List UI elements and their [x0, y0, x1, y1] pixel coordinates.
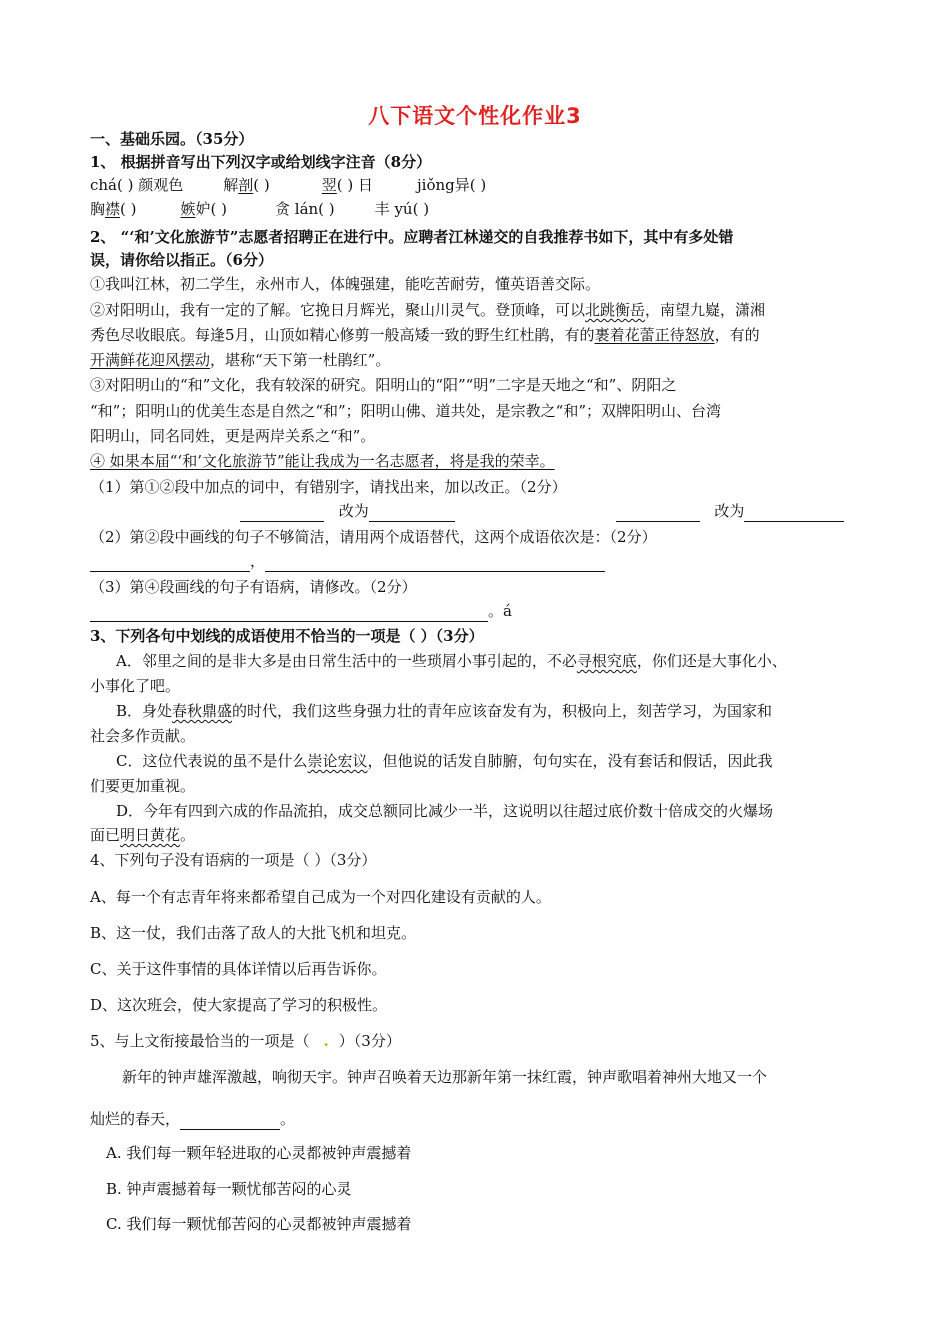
q1-row2: 胸襟( ) 嫉妒( ) 贪 lán( ) 丰 yú( )	[90, 200, 430, 218]
answer-blank[interactable]	[744, 505, 844, 522]
q2-paragraph-2b: 秀色尽收眼底。每逢5月，山顶如精心修剪一般高矮一致的野生红杜鹃，有的裹着花蕾正待怒放，有的	[90, 326, 760, 344]
q2-heading-line2: 误，请你给以指正。（6分）	[90, 251, 273, 269]
q3-option-b-cont: 社会多作贡献。	[90, 727, 196, 745]
q2-sub2: （2）第②段中画线的句子不够简洁，请用两个成语替代，这两个成语依次是：（2分）	[90, 528, 657, 546]
q4-option-d: D、这次班会，使大家提高了学习的积极性。	[90, 996, 388, 1014]
q4-option-a: A、每一个有志青年将来都希望自己成为一个对四化建设有贡献的人。	[90, 888, 551, 906]
q5-heading: 5、与上文衔接最恰当的一项是（ . ）（3分）	[90, 1032, 401, 1050]
answer-blank[interactable]	[90, 555, 250, 572]
answer-blank[interactable]	[265, 555, 605, 572]
answer-blank[interactable]	[180, 1113, 280, 1130]
q3-option-c: C．这位代表说的虽不是什么崇论宏议，但他说的话发自肺腑，句句实在，没有套话和假话，因此我	[116, 752, 773, 770]
q5-passage-line2: 灿烂的春天， 。	[90, 1110, 296, 1128]
q2-paragraph-3b: “和”；阳明山的优美生态是自然之“和”；阳明山佛、道共处，是宗教之“和”；双牌阳明山、台湾	[90, 402, 722, 420]
q5-passage-line1: 新年的钟声雄浑激越，响彻天宇。钟声召唤着天边那新年第一抹红霞，钟声歌唱着神州大地又一个	[122, 1068, 768, 1086]
page-title: 八下语文个性化作业3	[368, 104, 582, 128]
q2-paragraph-3c: 阳明山，同名同姓，更是两岸关系之“和”。	[90, 427, 376, 445]
q3-option-d: D．今年有四到六成的作品流拍，成交总额同比减少一半，这说明以往超过底价数十倍成交的火爆场	[116, 802, 774, 820]
q1-heading: 1、 根据拼音写出下列汉字或给划线字注音（8分）	[90, 153, 432, 171]
q3-option-c-cont: 们要更加重视。	[90, 777, 196, 795]
q3-option-d-cont: 面已明日黄花。	[90, 826, 196, 844]
q2-sub3-answer-row: 。á	[90, 600, 512, 622]
answer-blank[interactable]	[240, 505, 324, 522]
section-heading: 一、基础乐园。（35分）	[90, 130, 254, 148]
q2-paragraph-2a: ②对阳明山，我有一定的了解。它挽日月辉光，聚山川灵气。登顶峰，可以北跳衡岳，南望九嶷，潇湘	[90, 301, 766, 319]
q5-option-c: C. 我们每一颗忧郁苦闷的心灵都被钟声震撼着	[106, 1215, 412, 1233]
q5-option-a: A. 我们每一颗年轻进取的心灵都被钟声震撼着	[106, 1144, 412, 1162]
q2-paragraph-1: ①我叫江林，初二学生，永州市人，体魄强建，能吃苦耐劳，懂英语善交际。	[90, 275, 601, 293]
q2-paragraph-4: ④ 如果本届“‘和’文化旅游节”能让我成为一名志愿者，将是我的荣幸。	[90, 452, 555, 470]
q4-option-b: B、这一仗，我们击落了敌人的大批飞机和坦克。	[90, 924, 417, 942]
q3-heading: 3、下列各句中划线的成语使用不恰当的一项是（ ）（3分）	[90, 627, 484, 645]
q1-row1: chá( ) 颜观色 解剖( ) 翌( ) 日 jiǒng异( )	[90, 176, 487, 194]
q2-paragraph-3a: ③对阳明山的“和”文化，我有较深的研究。阳明山的“阳”“明”二字是天地之“和”、阴阳之	[90, 376, 677, 394]
q2-sub2-answer-row: ，	[90, 550, 605, 572]
answer-blank[interactable]	[616, 505, 700, 522]
q2-heading-line1: 2、 “‘和’文化旅游节”志愿者招聘正在进行中。应聘者江林递交的自我推荐书如下，其中有多处错	[90, 228, 734, 246]
q4-heading: 4、下列句子没有语病的一项是（ ）（3分）	[90, 851, 377, 869]
q3-option-a-cont: 小事化了吧。	[90, 677, 181, 695]
q3-option-a: A．邻里之间的是非大多是由日常生活中的一些琐屑小事引起的，不必寻根究底，你们还是大事化小、	[116, 652, 787, 670]
q2-sub1: （1）第①②段中加点的词中，有错别字，请找出来，加以改正。（2分）	[90, 478, 567, 496]
answer-blank[interactable]	[369, 505, 455, 522]
q3-option-b: B．身处春秋鼎盛的时代，我们这些身强力壮的青年应该奋发有为，积极向上，刻苦学习，为国家和	[116, 702, 773, 720]
q5-option-b: B. 钟声震撼着每一颗忧郁苦闷的心灵	[106, 1180, 352, 1198]
q2-sub1-answer-row: 改为 改为	[90, 500, 844, 522]
answer-blank[interactable]	[90, 605, 488, 622]
q2-paragraph-2c: 开满鲜花迎风摆动，堪称“天下第一杜鹃红”。	[90, 351, 391, 369]
q2-sub3: （3）第④段画线的句子有语病，请修改。（2分）	[90, 578, 417, 596]
q4-option-c: C、关于这件事情的具体详情以后再告诉你。	[90, 960, 387, 978]
